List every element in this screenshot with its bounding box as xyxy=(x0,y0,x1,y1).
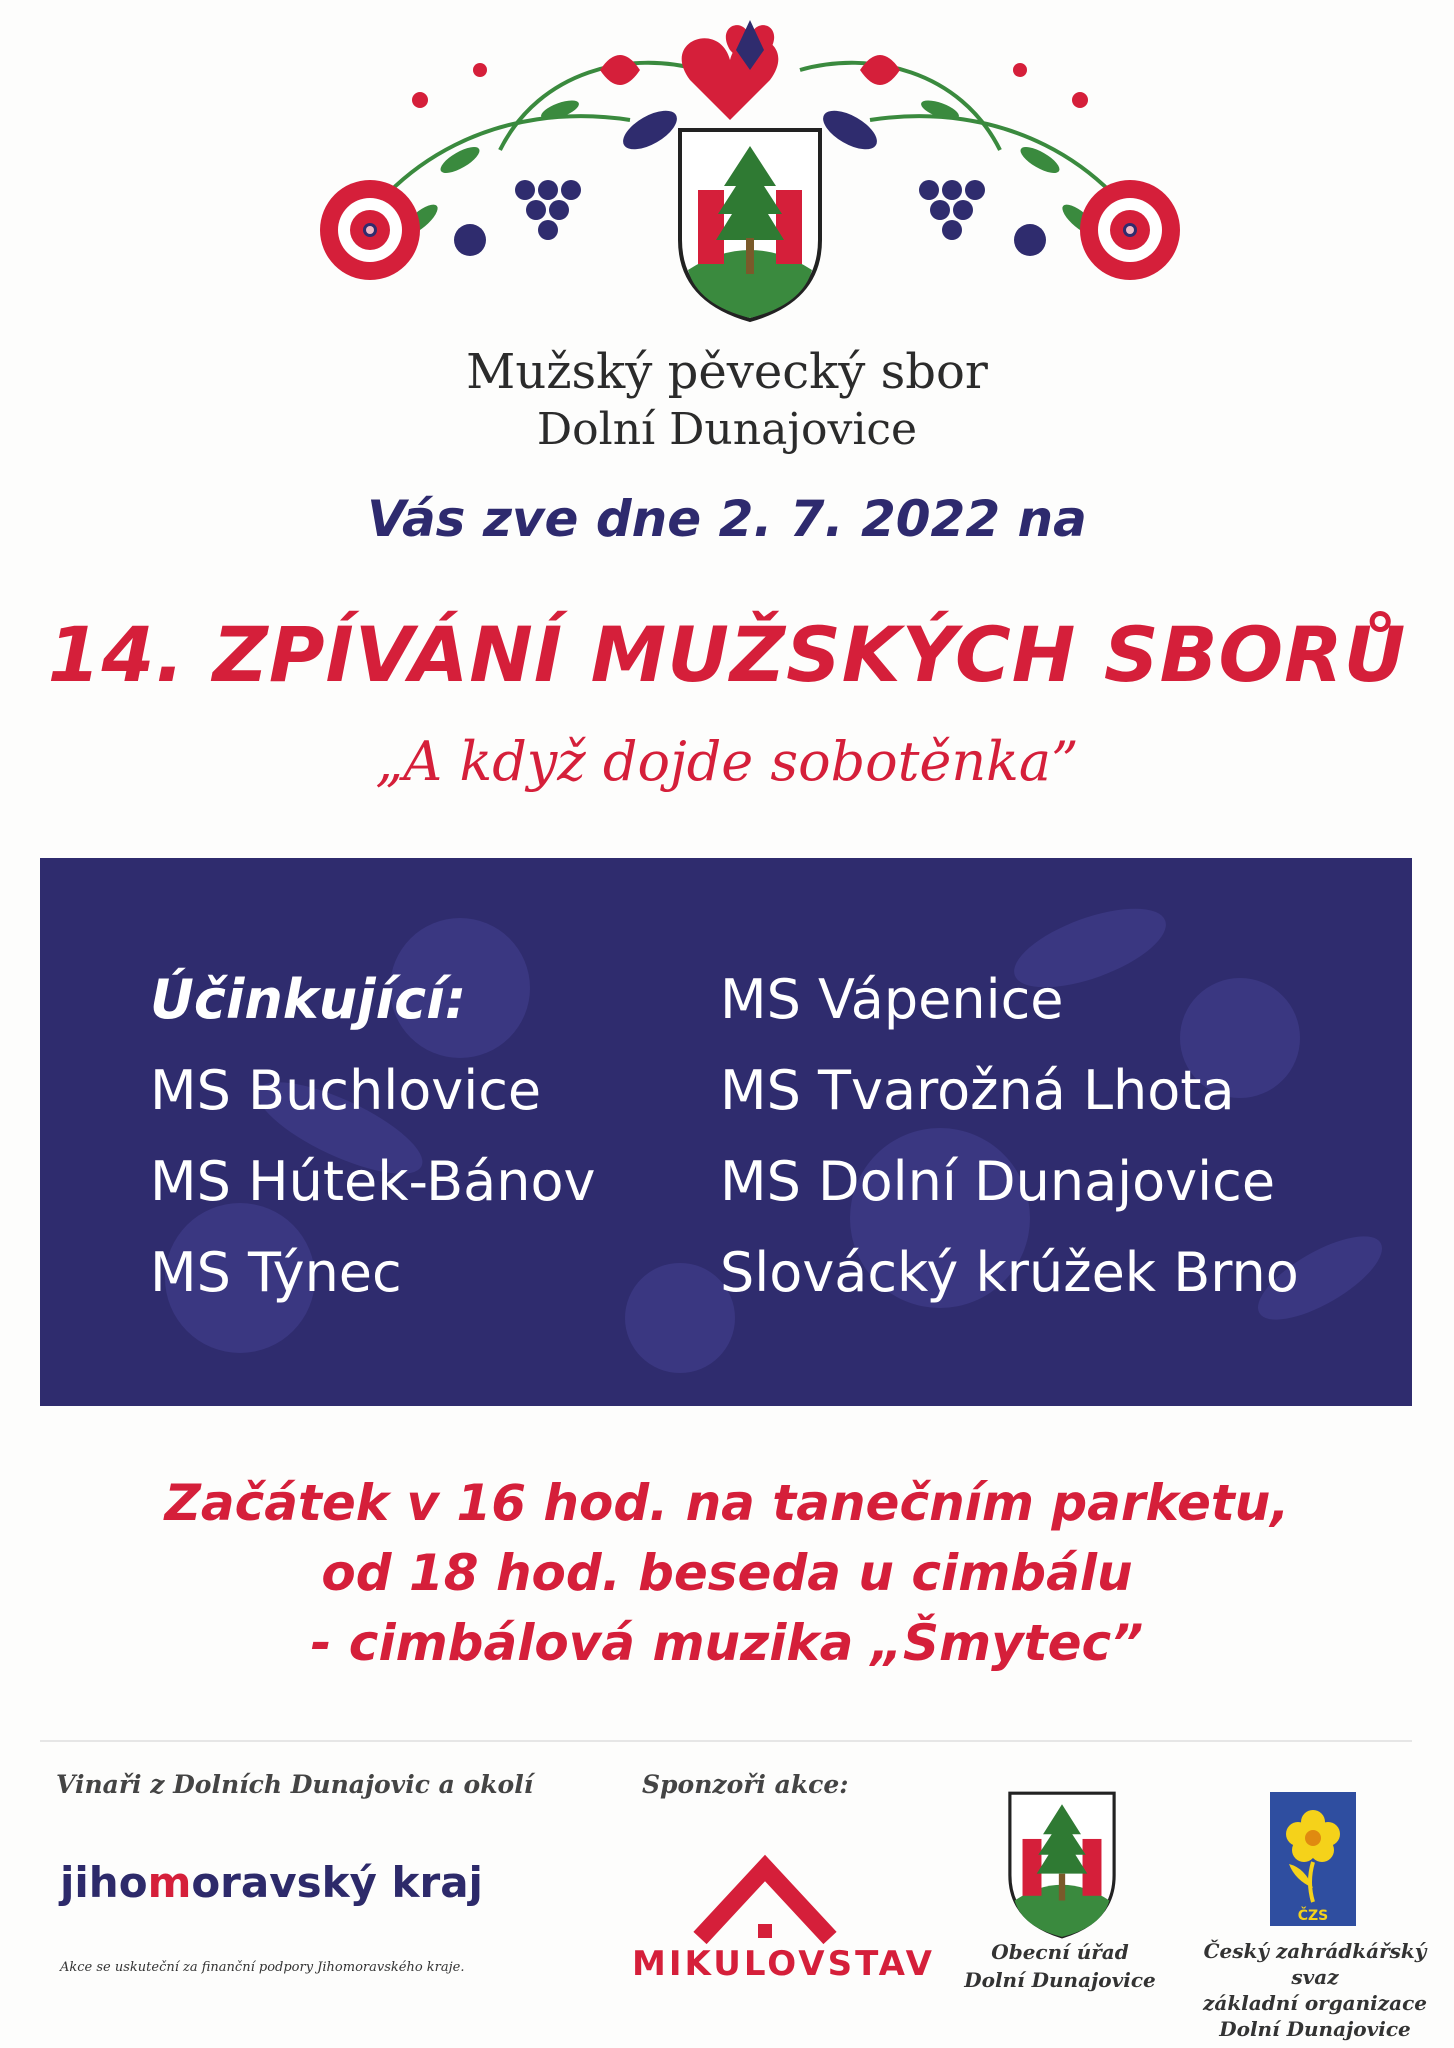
performers-right-column xyxy=(720,954,1299,1318)
office-line: Dolní Dunajovice xyxy=(964,1968,1156,1992)
performer-item: MS Týnec xyxy=(150,1241,402,1304)
performers-left-column xyxy=(150,954,595,1318)
performer-item: MS Buchlovice xyxy=(150,1059,542,1122)
region-logo xyxy=(60,1858,483,1907)
choir-name: Mužský pěvecký sbor xyxy=(466,344,988,400)
folk-ornament xyxy=(300,10,1200,340)
mikulovstav-logo-text: MIKULOVSTAV xyxy=(632,1944,935,1984)
czs-line: základní organizace xyxy=(1203,1991,1427,2015)
footer-divider xyxy=(40,1740,1412,1742)
czs-line: Dolní Dunajovice xyxy=(1219,2017,1411,2041)
choir-town: Dolní Dunajovice xyxy=(536,404,918,455)
czs-organization xyxy=(1180,1938,1450,2042)
czs-badge-text: ČZS xyxy=(1297,1908,1329,1924)
performer-item: MS Tvarožná Lhota xyxy=(720,1059,1235,1122)
performer-item: MS Hútek-Bánov xyxy=(150,1150,596,1213)
performers-panel xyxy=(40,858,1412,1406)
program-info xyxy=(0,1468,1454,1678)
mikulovstav-roof-icon xyxy=(690,1848,840,1948)
performer-item: MS Dolní Dunajovice xyxy=(720,1150,1276,1213)
program-line: Začátek v 16 hod. na tanečním parketu, xyxy=(164,1474,1290,1532)
performer-item: MS Vápenice xyxy=(720,968,1064,1031)
event-subtitle: „A když dojde sobotěnka” xyxy=(375,730,1079,793)
municipal-crest-icon xyxy=(1002,1790,1122,1940)
czs-logo-icon xyxy=(1270,1792,1356,1926)
region-logo-m: m xyxy=(147,1858,192,1907)
program-line: od 18 hod. beseda u cimbálu xyxy=(321,1544,1133,1602)
performer-item: Slovácký krúžek Brno xyxy=(720,1241,1299,1304)
coat-of-arms xyxy=(680,130,820,320)
sponsors-label: Sponzoři akce: xyxy=(642,1770,849,1799)
program-line: - cimbálová muzika „Šmytec” xyxy=(310,1614,1144,1672)
winemakers-credit: Vinaři z Dolních Dunajovic a okolí xyxy=(56,1770,534,1799)
office-line: Obecní úřad xyxy=(991,1940,1129,1964)
municipal-office xyxy=(960,1938,1160,1994)
region-logo-text: jiho xyxy=(60,1858,148,1907)
event-title: 14. ZPÍVÁNÍ MUŽSKÝCH SBORŮ xyxy=(47,610,1407,699)
region-support-note: Akce se uskuteční za finanční podpory Jihomoravského kraje. xyxy=(60,1960,465,1975)
czs-line: Český zahrádkářský svaz xyxy=(1203,1939,1427,1989)
region-logo-text: oravský kraj xyxy=(191,1858,483,1907)
invitation-line: Vás zve dne 2. 7. 2022 na xyxy=(367,490,1087,548)
performers-heading: Účinkující: xyxy=(150,968,467,1031)
